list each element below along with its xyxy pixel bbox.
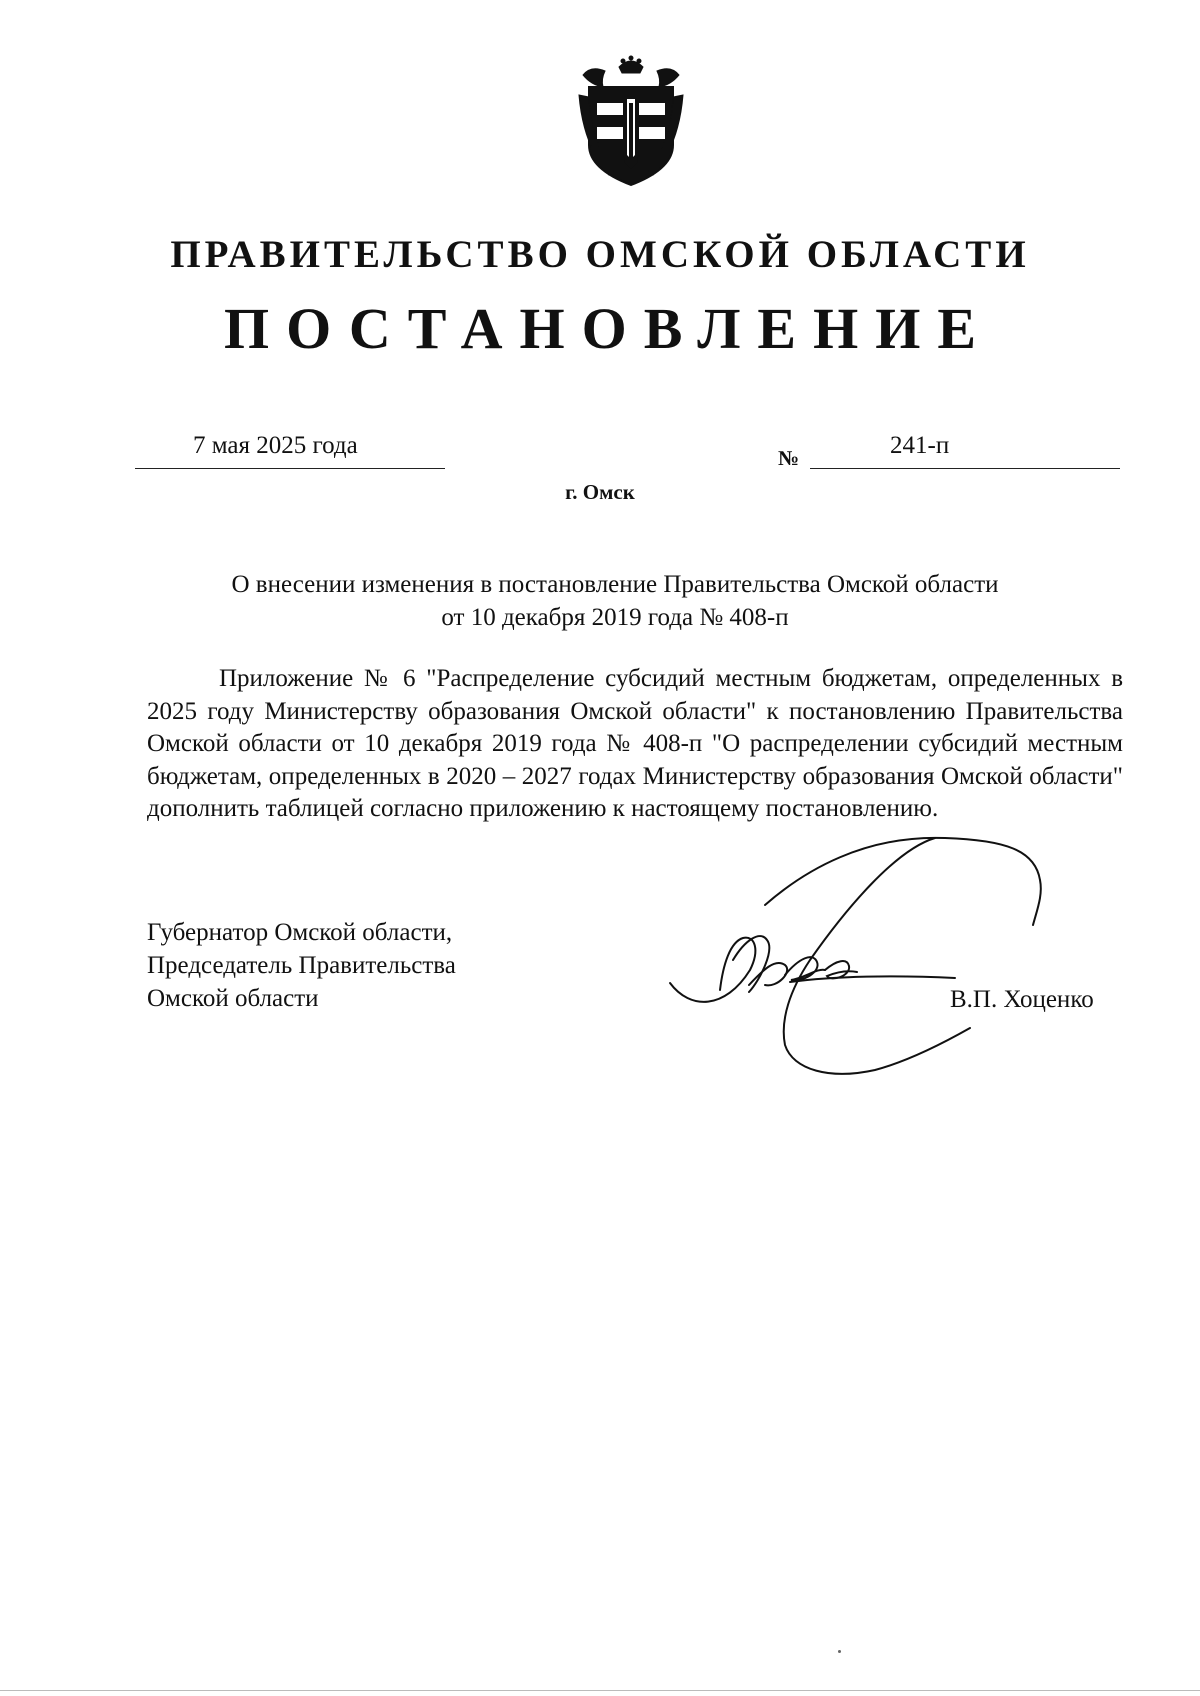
page-bottom-edge — [0, 1690, 1200, 1691]
subject-line-1: О внесении изменения в постановление Правительства Омской области — [231, 571, 999, 598]
signer-title — [147, 916, 567, 1015]
signer-title-line-3: Омской области — [147, 985, 319, 1012]
document-date: 7 мая 2025 года — [193, 432, 358, 459]
document-number: 241-п — [890, 432, 950, 459]
date-field — [135, 432, 445, 469]
scan-mark — [838, 1650, 841, 1653]
body-paragraph: Приложение № 6 "Распределение субсидий местным бюджетам, определенных в 2025 году Министерству образования Омской области" к постановлению Правительства Омской области от 10 декабря 2019 года № 408-п "О распределении субсидий местным бюджетам, определенных в 2020 – 2027 годах Министерству образования Омской области" дополнить таблицей согласно приложению к настоящему постановлению. — [147, 665, 1123, 822]
omsk-coat-of-arms-icon — [575, 55, 687, 190]
organization-title: ПРАВИТЕЛЬСТВО ОМСКОЙ ОБЛАСТИ — [170, 233, 1030, 276]
number-field — [810, 432, 1120, 469]
city: г. Омск — [565, 480, 635, 504]
signer-name: В.П. Хоценко — [950, 986, 1094, 1013]
number-sign: № — [778, 446, 800, 470]
document-subject — [150, 568, 1080, 634]
document-type-title: ПОСТАНОВЛЕНИЕ — [223, 296, 994, 361]
signer-title-line-2: Председатель Правительства — [147, 952, 456, 979]
handwritten-signature-icon — [665, 830, 1125, 1085]
signer-title-line-1: Губернатор Омской области, — [147, 919, 453, 946]
subject-line-2: от 10 декабря 2019 года № 408-п — [441, 604, 789, 631]
